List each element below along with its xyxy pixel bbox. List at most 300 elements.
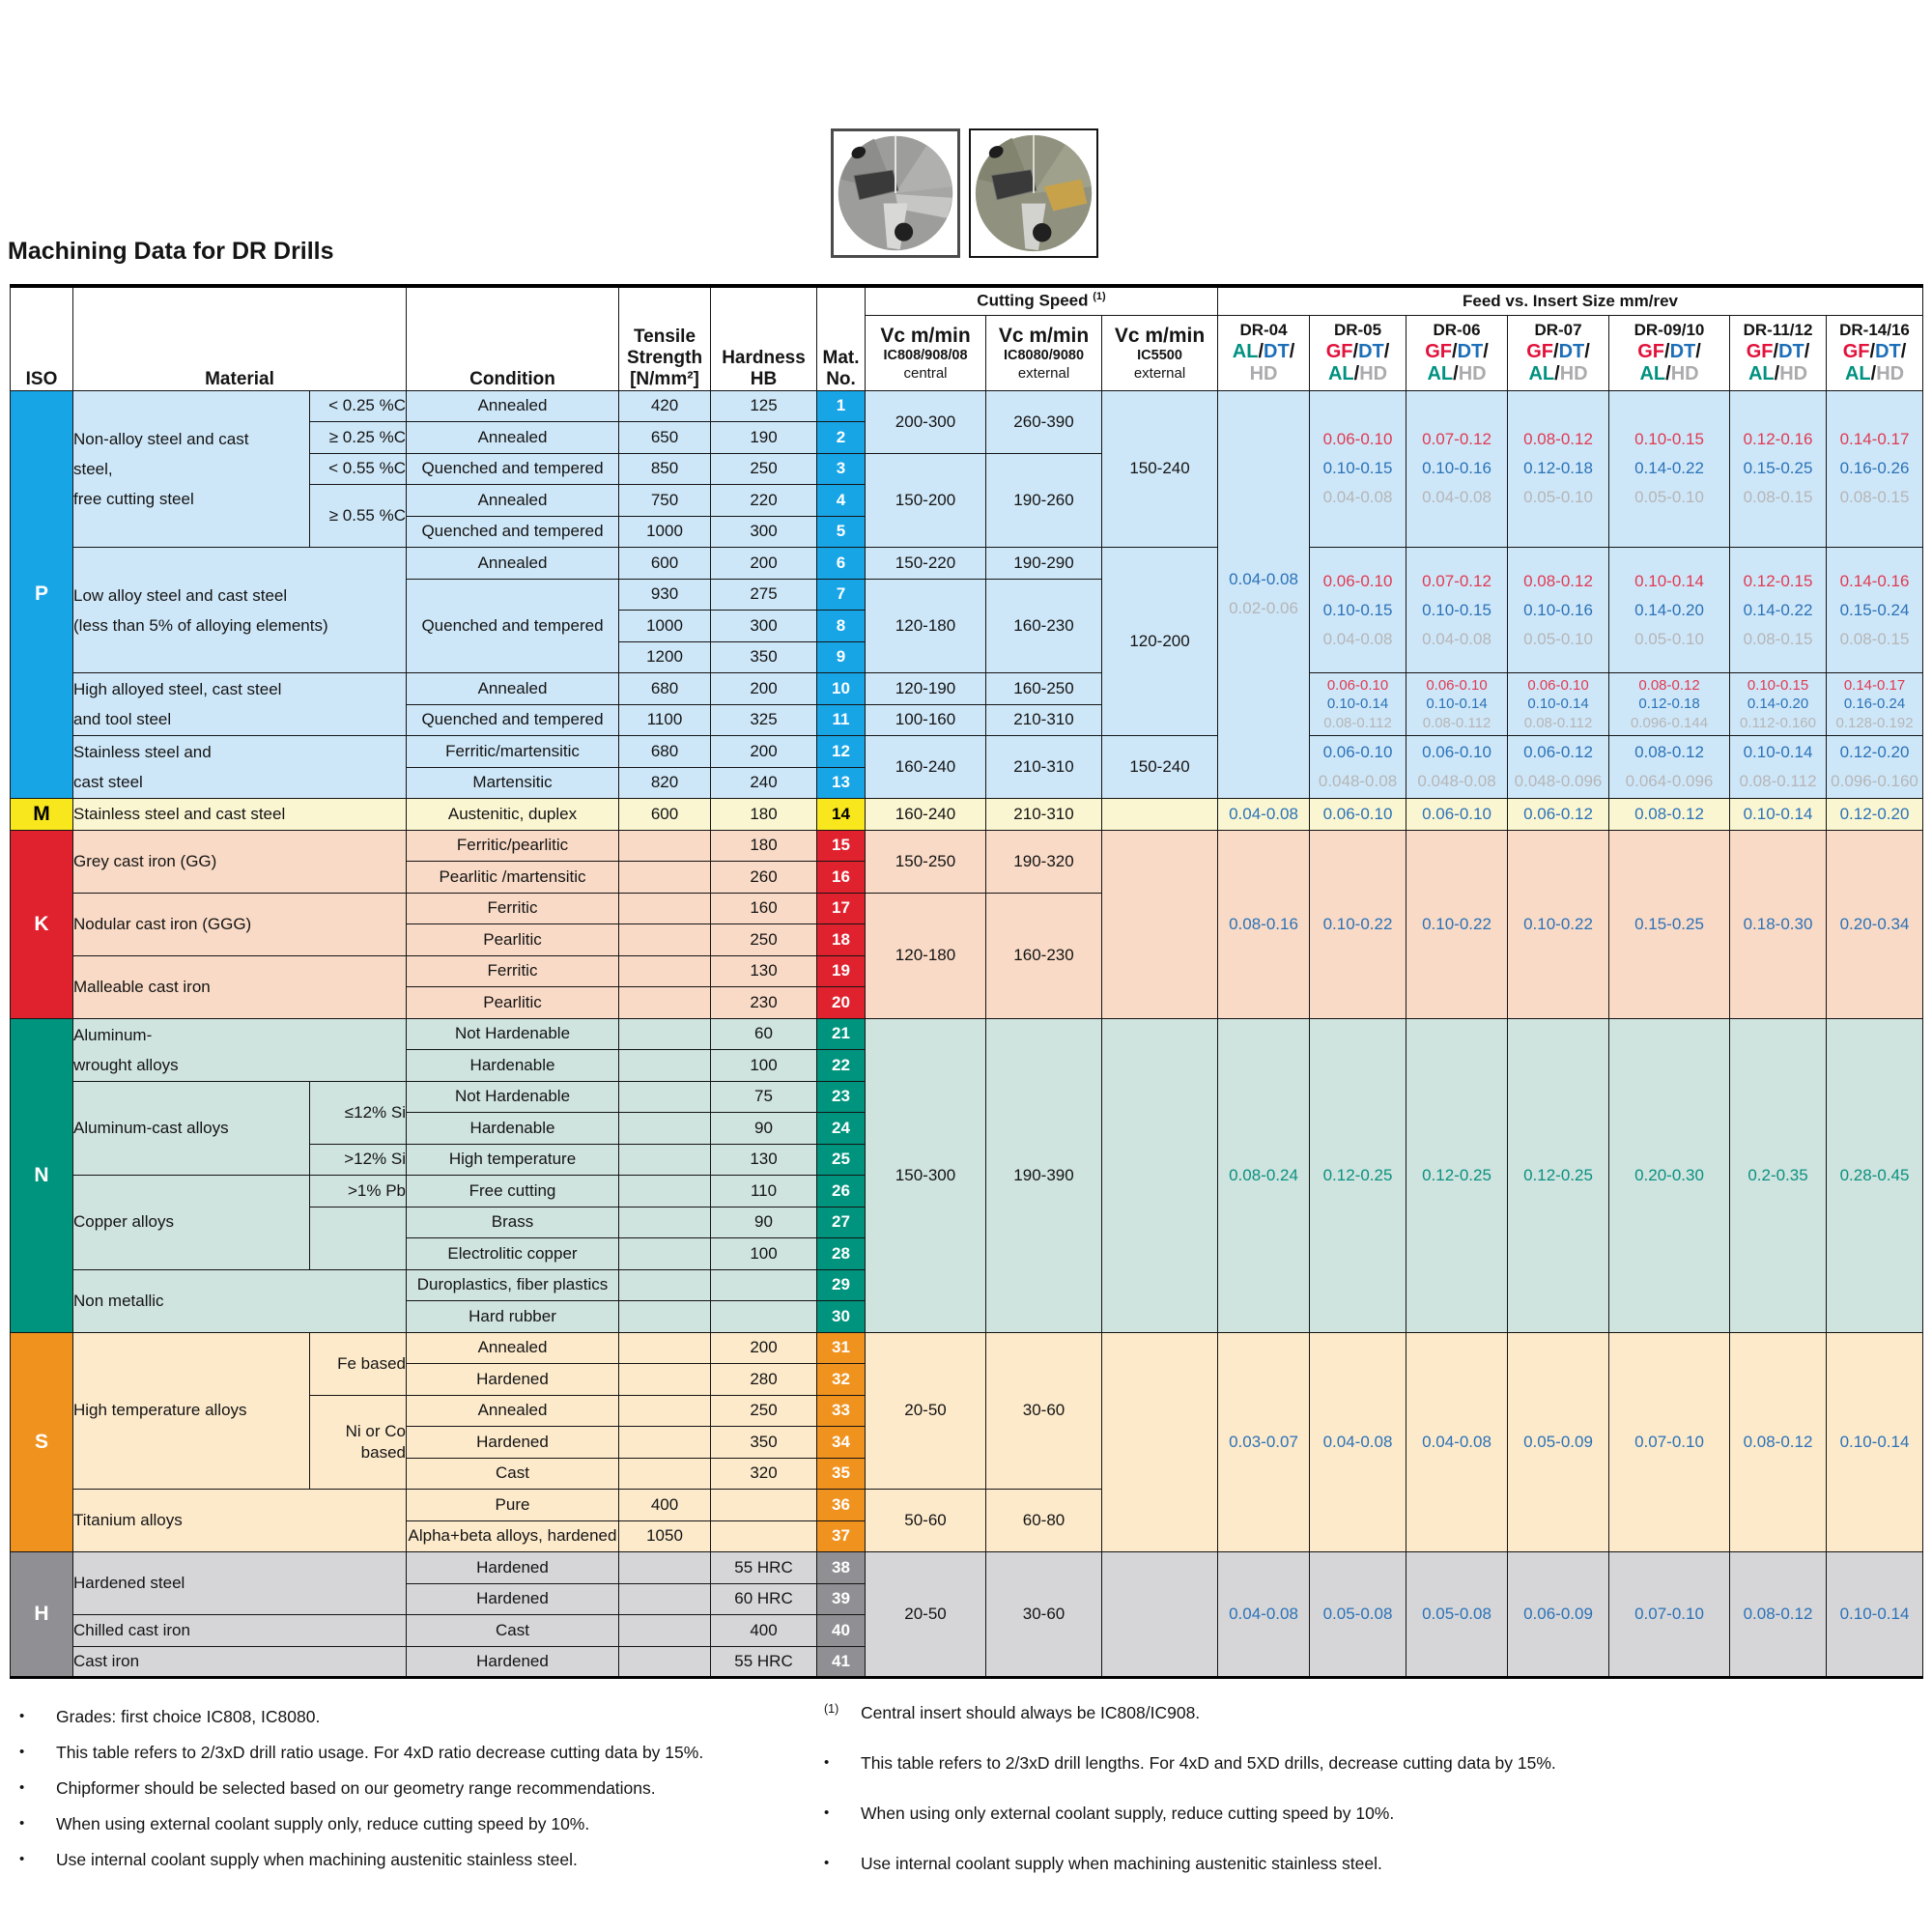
condition-cell: Pure xyxy=(407,1490,619,1521)
condition-cell: Cast xyxy=(407,1458,619,1490)
cutting-speed-cell: 150-220 xyxy=(866,548,986,580)
material-cell: Titanium alloys xyxy=(73,1490,407,1552)
value-cell: 190 xyxy=(711,422,817,454)
feed-cell: 0.06-0.12 xyxy=(1508,799,1609,831)
value-cell: 200 xyxy=(711,1332,817,1364)
material-cell: Aluminum- wrought alloys xyxy=(73,1018,407,1081)
cutting-speed-cell: 150-240 xyxy=(1102,390,1218,548)
mat-no-cell: 10 xyxy=(817,673,866,705)
feed-cell: 0.08-0.24 xyxy=(1218,1018,1310,1332)
condition-cell: Hardened xyxy=(407,1583,619,1615)
mat-no-cell: 33 xyxy=(817,1395,866,1427)
feed-cell: 0.05-0.08 xyxy=(1406,1552,1508,1678)
feed-cell: 0.08-0.12 xyxy=(1609,799,1730,831)
mat-no-cell: 30 xyxy=(817,1301,866,1333)
footnote-ref-marker: (1) xyxy=(1093,291,1106,303)
feed-cell: 0.08-0.12 xyxy=(1730,1332,1827,1552)
footnotes-right xyxy=(816,1702,1927,1903)
mat-no-cell: 32 xyxy=(817,1364,866,1396)
feed-cell: 0.03-0.07 xyxy=(1218,1332,1310,1552)
feed-cell: 0.12-0.20 0.096-0.160 xyxy=(1827,736,1923,799)
value-cell xyxy=(711,1269,817,1301)
condition-cell: Annealed xyxy=(407,673,619,705)
cutting-speed-cell: 190-290 xyxy=(986,548,1102,580)
material-qualifier-cell: < 0.55 %C xyxy=(310,453,407,485)
feed-cell: 0.10-0.15 0.14-0.20 0.112-0.160 xyxy=(1730,673,1827,736)
condition-cell: Annealed xyxy=(407,1395,619,1427)
cutting-speed-cell: 190-390 xyxy=(986,1018,1102,1332)
col-header-dr-04: DR-04 AL/DT/ HD xyxy=(1218,315,1310,390)
feed-cell: 0.2-0.35 xyxy=(1730,1018,1827,1332)
material-qualifier-cell: ≥ 0.55 %C xyxy=(310,485,407,548)
feed-cell: 0.04-0.08 xyxy=(1310,1332,1406,1552)
drill-face-photo-plain xyxy=(831,128,960,258)
feed-cell: 0.08-0.12 0.064-0.096 xyxy=(1609,736,1730,799)
value-cell: 110 xyxy=(711,1176,817,1208)
footnotes-left xyxy=(12,1706,794,1885)
cutting-speed-cell: 120-180 xyxy=(866,579,986,673)
mat-no-cell: 19 xyxy=(817,955,866,987)
material-cell: Chilled cast iron xyxy=(73,1615,407,1647)
value-cell xyxy=(711,1490,817,1521)
value-cell: 275 xyxy=(711,579,817,611)
value-cell: 1000 xyxy=(619,516,711,548)
value-cell: 750 xyxy=(619,485,711,517)
feed-cell: 0.08-0.12 0.12-0.18 0.05-0.10 xyxy=(1508,390,1609,548)
cutting-speed-cell: 190-320 xyxy=(986,830,1102,893)
cutting-speed-cell: 120-200 xyxy=(1102,548,1218,736)
condition-cell: Hardenable xyxy=(407,1050,619,1082)
feed-cell: 0.10-0.22 xyxy=(1310,830,1406,1018)
mat-no-cell: 34 xyxy=(817,1427,866,1459)
value-cell: 1200 xyxy=(619,641,711,673)
mat-no-cell: 7 xyxy=(817,579,866,611)
condition-cell: Pearlitic xyxy=(407,987,619,1019)
condition-cell: Hardened xyxy=(407,1646,619,1678)
footnote-text: This table refers to 2/3xD drill ratio usage. For 4xD ratio decrease cutting data by 15%. xyxy=(56,1743,704,1762)
value-cell: 325 xyxy=(711,704,817,736)
bullet-icon: • xyxy=(19,1779,25,1796)
feed-cell: 0.06-0.09 xyxy=(1508,1552,1609,1678)
value-cell xyxy=(619,1269,711,1301)
value-cell xyxy=(619,893,711,924)
material-qualifier-cell: >12% Si xyxy=(310,1144,407,1176)
feed-cell: 0.07-0.12 0.10-0.16 0.04-0.08 xyxy=(1406,390,1508,548)
condition-cell: Annealed xyxy=(407,422,619,454)
mat-no-cell: 22 xyxy=(817,1050,866,1082)
footnote-item xyxy=(816,1853,1927,1875)
material-qualifier-cell: ≤12% Si xyxy=(310,1081,407,1144)
feed-cell: 0.08-0.16 xyxy=(1218,830,1310,1018)
mat-no-cell: 6 xyxy=(817,548,866,580)
condition-cell: Cast xyxy=(407,1615,619,1647)
condition-cell: Ferritic/martensitic xyxy=(407,736,619,768)
col-header-dr-06: DR-06 GF/DT/ AL/HD xyxy=(1406,315,1508,390)
value-cell: 125 xyxy=(711,390,817,422)
feed-cell: 0.04-0.08 xyxy=(1406,1332,1508,1552)
material-cell: Nodular cast iron (GGG) xyxy=(73,893,407,955)
mat-no-cell: 40 xyxy=(817,1615,866,1647)
footnote-text: When using only external coolant supply, reduce cutting speed by 10%. xyxy=(861,1804,1395,1823)
footnote-text: Use internal coolant supply when machining austenitic stainless steel. xyxy=(861,1854,1382,1873)
cutting-speed-cell: 150-200 xyxy=(866,453,986,548)
footnote-item xyxy=(12,1706,794,1728)
value-cell: 200 xyxy=(711,736,817,768)
condition-cell: Annealed xyxy=(407,548,619,580)
mat-no-cell: 15 xyxy=(817,830,866,862)
mat-no-cell: 4 xyxy=(817,485,866,517)
mat-no-cell: 24 xyxy=(817,1113,866,1145)
feed-cell: 0.10-0.22 xyxy=(1406,830,1508,1018)
condition-cell: Quenched and tempered xyxy=(407,704,619,736)
mat-no-cell: 27 xyxy=(817,1207,866,1238)
feed-cell: 0.10-0.14 xyxy=(1827,1552,1923,1678)
mat-no-cell: 31 xyxy=(817,1332,866,1364)
cutting-speed-cell: 150-240 xyxy=(1102,736,1218,799)
value-cell: 180 xyxy=(711,830,817,862)
footnote-item xyxy=(816,1752,1927,1775)
feed-cell: 0.12-0.15 0.14-0.22 0.08-0.15 xyxy=(1730,548,1827,673)
cutting-speed-cell: 160-230 xyxy=(986,893,1102,1018)
footnote-text: Use internal coolant supply when machining austenitic stainless steel. xyxy=(56,1850,578,1869)
value-cell: 1000 xyxy=(619,611,711,642)
feed-cell: 0.06-0.12 0.048-0.096 xyxy=(1508,736,1609,799)
col-header-vc: Vc m/min IC5500 external xyxy=(1102,315,1218,390)
col-header-mat-no: Mat. No. xyxy=(817,286,866,390)
material-cell: Grey cast iron (GG) xyxy=(73,830,407,893)
material-cell: Copper alloys xyxy=(73,1176,310,1270)
cutting-speed-cell: 30-60 xyxy=(986,1552,1102,1678)
value-cell xyxy=(619,862,711,894)
material-qualifier-cell: >1% Pb xyxy=(310,1176,407,1208)
condition-cell: Martensitic xyxy=(407,767,619,799)
mat-no-cell: 16 xyxy=(817,862,866,894)
footnote-item xyxy=(816,1702,1927,1724)
condition-cell: Annealed xyxy=(407,1332,619,1364)
material-qualifier-cell xyxy=(310,1207,407,1269)
bullet-icon: • xyxy=(824,1804,830,1821)
col-header-dr-07: DR-07 GF/DT/ AL/HD xyxy=(1508,315,1609,390)
cutting-speed-cell xyxy=(1102,1018,1218,1332)
condition-cell: Ferritic xyxy=(407,955,619,987)
value-cell xyxy=(619,924,711,956)
condition-cell: Annealed xyxy=(407,485,619,517)
value-cell: 1100 xyxy=(619,704,711,736)
cutting-speed-cell: 210-310 xyxy=(986,736,1102,799)
feed-cell: 0.06-0.10 xyxy=(1310,799,1406,831)
mat-no-cell: 11 xyxy=(817,704,866,736)
material-cell: High alloyed steel, cast steel and tool steel xyxy=(73,673,407,736)
footnote-text: When using external coolant supply only, reduce cutting speed by 10%. xyxy=(56,1814,590,1833)
feed-cell: 0.04-0.08 xyxy=(1218,1552,1310,1678)
bullet-icon: • xyxy=(824,1754,830,1771)
mat-no-cell: 35 xyxy=(817,1458,866,1490)
feed-cell: 0.06-0.10 0.10-0.15 0.04-0.08 xyxy=(1310,390,1406,548)
material-cell: Low alloy steel and cast steel (less than 5% of alloying elements) xyxy=(73,548,407,673)
condition-cell: Hard rubber xyxy=(407,1301,619,1333)
col-header-dr-09-10: DR-09/10 GF/DT/ AL/HD xyxy=(1609,315,1730,390)
footnote-text: Central insert should always be IC808/IC908. xyxy=(861,1703,1201,1722)
footnote-item xyxy=(12,1849,794,1871)
value-cell: 400 xyxy=(619,1490,711,1521)
value-cell: 90 xyxy=(711,1113,817,1145)
group-header-cutting-speed: Cutting Speed $^{(1)}$ xyxy=(866,286,1218,315)
mat-no-cell: 39 xyxy=(817,1583,866,1615)
cutting-speed-cell: 20-50 xyxy=(866,1552,986,1678)
condition-cell: Quenched and tempered xyxy=(407,516,619,548)
footnote-text: This table refers to 2/3xD drill lengths. For 4xD and 5XD drills, decrease cutting data by 15%. xyxy=(861,1753,1556,1773)
material-cell: Non metallic xyxy=(73,1269,407,1332)
iso-class-cell: M xyxy=(11,799,73,831)
page-title: Machining Data for DR Drills xyxy=(8,238,334,265)
material-qualifier-cell: ≥ 0.25 %C xyxy=(310,422,407,454)
value-cell: 680 xyxy=(619,673,711,705)
feed-cell: 0.05-0.09 xyxy=(1508,1332,1609,1552)
cutting-speed-cell: 60-80 xyxy=(986,1490,1102,1552)
value-cell: 350 xyxy=(711,641,817,673)
feed-cell: 0.10-0.22 xyxy=(1508,830,1609,1018)
cutting-speed-cell: 260-390 xyxy=(986,390,1102,453)
col-header-material: Material xyxy=(73,286,407,390)
feed-cell: 0.07-0.10 xyxy=(1609,1552,1730,1678)
value-cell xyxy=(711,1301,817,1333)
condition-cell: Ferritic xyxy=(407,893,619,924)
value-cell xyxy=(619,1144,711,1176)
iso-class-cell: P xyxy=(11,390,73,799)
feed-cell: 0.10-0.14 0.08-0.112 xyxy=(1730,736,1827,799)
feed-cell: 0.14-0.16 0.15-0.24 0.08-0.15 xyxy=(1827,548,1923,673)
material-cell: High temperature alloys xyxy=(73,1332,310,1490)
mat-no-cell: 36 xyxy=(817,1490,866,1521)
mat-no-cell: 17 xyxy=(817,893,866,924)
mat-no-cell: 2 xyxy=(817,422,866,454)
value-cell xyxy=(619,1176,711,1208)
condition-cell: Not Hardenable xyxy=(407,1018,619,1050)
feed-cell: 0.08-0.12 xyxy=(1730,1552,1827,1678)
condition-cell: High temperature xyxy=(407,1144,619,1176)
cutting-speed-cell: 200-300 xyxy=(866,390,986,453)
value-cell xyxy=(619,1207,711,1238)
condition-cell: Hardened xyxy=(407,1552,619,1584)
feed-cell: 0.06-0.10 xyxy=(1406,799,1508,831)
value-cell: 600 xyxy=(619,799,711,831)
condition-cell: Electrolitic copper xyxy=(407,1238,619,1270)
value-cell: 850 xyxy=(619,453,711,485)
feed-cell: 0.06-0.10 0.10-0.15 0.04-0.08 xyxy=(1310,548,1406,673)
col-header-vc: Vc m/min IC8080/9080 external xyxy=(986,315,1102,390)
condition-cell: Ferritic/pearlitic xyxy=(407,830,619,862)
value-cell xyxy=(619,1050,711,1082)
value-cell xyxy=(619,955,711,987)
condition-cell: Hardened xyxy=(407,1364,619,1396)
mat-no-cell: 28 xyxy=(817,1238,866,1270)
value-cell: 250 xyxy=(711,1395,817,1427)
value-cell: 200 xyxy=(711,673,817,705)
bullet-icon: • xyxy=(19,1708,25,1724)
value-cell: 230 xyxy=(711,987,817,1019)
feed-cell: 0.06-0.10 0.048-0.08 xyxy=(1310,736,1406,799)
cutting-speed-cell: 20-50 xyxy=(866,1332,986,1490)
feed-cell: 0.12-0.25 xyxy=(1508,1018,1609,1332)
value-cell xyxy=(619,1458,711,1490)
mat-no-cell: 13 xyxy=(817,767,866,799)
footnote-item xyxy=(816,1803,1927,1825)
footnote-item xyxy=(12,1742,794,1764)
value-cell: 680 xyxy=(619,736,711,768)
value-cell xyxy=(619,1332,711,1364)
col-header-condition: Condition xyxy=(407,286,619,390)
iso-class-cell: K xyxy=(11,830,73,1018)
feed-cell: 0.18-0.30 xyxy=(1730,830,1827,1018)
condition-cell: Austenitic, duplex xyxy=(407,799,619,831)
value-cell: 160 xyxy=(711,893,817,924)
value-cell: 400 xyxy=(711,1615,817,1647)
feed-cell: 0.20-0.30 xyxy=(1609,1018,1730,1332)
value-cell: 60 xyxy=(711,1018,817,1050)
col-header-iso: ISO xyxy=(11,286,73,390)
footnote-text: Chipformer should be selected based on our geometry range recommendations. xyxy=(56,1778,656,1798)
feed-cell: 0.28-0.45 xyxy=(1827,1018,1923,1332)
value-cell: 930 xyxy=(619,579,711,611)
bullet-icon: • xyxy=(824,1855,830,1871)
value-cell: 55 HRC xyxy=(711,1552,817,1584)
feed-cell: 0.14-0.17 0.16-0.26 0.08-0.15 xyxy=(1827,390,1923,548)
feed-cell: 0.05-0.08 xyxy=(1310,1552,1406,1678)
condition-cell: Quenched and tempered xyxy=(407,579,619,673)
value-cell: 240 xyxy=(711,767,817,799)
material-qualifier-cell: < 0.25 %C xyxy=(310,390,407,422)
cutting-speed-cell: 30-60 xyxy=(986,1332,1102,1490)
mat-no-cell: 8 xyxy=(817,611,866,642)
iso-class-cell: H xyxy=(11,1552,73,1678)
material-cell: Hardened steel xyxy=(73,1552,407,1615)
cutting-speed-cell: 120-180 xyxy=(866,893,986,1018)
material-cell: Aluminum-cast alloys xyxy=(73,1081,310,1176)
cutting-speed-cell: 160-240 xyxy=(866,799,986,831)
mat-no-cell: 12 xyxy=(817,736,866,768)
mat-no-cell: 29 xyxy=(817,1269,866,1301)
value-cell xyxy=(619,1238,711,1270)
value-cell xyxy=(619,1646,711,1678)
value-cell: 90 xyxy=(711,1207,817,1238)
value-cell xyxy=(619,1301,711,1333)
col-header-dr-05: DR-05 GF/DT/ AL/HD xyxy=(1310,315,1406,390)
feed-cell: 0.10-0.15 0.14-0.22 0.05-0.10 xyxy=(1609,390,1730,548)
value-cell: 280 xyxy=(711,1364,817,1396)
value-cell: 1050 xyxy=(619,1520,711,1552)
material-cell: Stainless steel and cast steel xyxy=(73,736,407,799)
feed-cell: 0.08-0.12 0.10-0.16 0.05-0.10 xyxy=(1508,548,1609,673)
value-cell: 75 xyxy=(711,1081,817,1113)
value-cell xyxy=(619,1583,711,1615)
condition-cell: Quenched and tempered xyxy=(407,453,619,485)
mat-no-cell: 26 xyxy=(817,1176,866,1208)
bullet-icon: • xyxy=(19,1815,25,1832)
feed-cell: 0.12-0.25 xyxy=(1406,1018,1508,1332)
cutting-speed-cell: 120-190 xyxy=(866,673,986,705)
bullet-icon: • xyxy=(19,1851,25,1867)
feed-cell: 0.10-0.14 xyxy=(1827,1332,1923,1552)
feed-cell: 0.12-0.20 xyxy=(1827,799,1923,831)
value-cell: 320 xyxy=(711,1458,817,1490)
material-qualifier-cell: Ni or Co based xyxy=(310,1395,407,1490)
condition-cell: Hardenable xyxy=(407,1113,619,1145)
mat-no-cell: 20 xyxy=(817,987,866,1019)
mat-no-cell: 1 xyxy=(817,390,866,422)
feed-cell: 0.12-0.25 xyxy=(1310,1018,1406,1332)
feed-cell: 0.15-0.25 xyxy=(1609,830,1730,1018)
value-cell: 180 xyxy=(711,799,817,831)
col-header-dr-11-12: DR-11/12 GF/DT/ AL/HD xyxy=(1730,315,1827,390)
material-cell: Stainless steel and cast steel xyxy=(73,799,407,831)
group-header-feed: Feed vs. Insert Size mm/rev xyxy=(1218,286,1923,315)
cutting-speed-cell: 160-250 xyxy=(986,673,1102,705)
mat-no-cell: 25 xyxy=(817,1144,866,1176)
condition-cell: Free cutting xyxy=(407,1176,619,1208)
value-cell: 100 xyxy=(711,1238,817,1270)
feed-cell: 0.06-0.10 0.048-0.08 xyxy=(1406,736,1508,799)
drill-face-image xyxy=(834,131,957,255)
col-header-dr-14-16: DR-14/16 GF/DT/ AL/HD xyxy=(1827,315,1923,390)
cutting-speed-cell: 190-260 xyxy=(986,453,1102,548)
value-cell: 200 xyxy=(711,548,817,580)
value-cell xyxy=(619,1615,711,1647)
cutting-speed-cell xyxy=(1102,1552,1218,1678)
mat-no-cell: 37 xyxy=(817,1520,866,1552)
value-cell xyxy=(619,987,711,1019)
feed-cell: 0.12-0.16 0.15-0.25 0.08-0.15 xyxy=(1730,390,1827,548)
feed-cell: 0.07-0.10 xyxy=(1609,1332,1730,1552)
feed-cell: 0.06-0.10 0.10-0.14 0.08-0.112 xyxy=(1406,673,1508,736)
material-cell: Non-alloy steel and cast steel, free cutting steel xyxy=(73,390,310,548)
feed-cell: 0.04-0.08 0.02-0.06 xyxy=(1218,390,1310,799)
value-cell: 600 xyxy=(619,548,711,580)
cutting-speed-cell xyxy=(1102,1332,1218,1552)
footnote-item xyxy=(12,1777,794,1800)
mat-no-cell: 18 xyxy=(817,924,866,956)
value-cell xyxy=(619,1364,711,1396)
value-cell xyxy=(619,1081,711,1113)
value-cell xyxy=(619,1395,711,1427)
cutting-speed-cell xyxy=(1102,799,1218,831)
mat-no-cell: 14 xyxy=(817,799,866,831)
feed-cell: 0.08-0.12 0.12-0.18 0.096-0.144 xyxy=(1609,673,1730,736)
iso-class-cell: S xyxy=(11,1332,73,1552)
mat-no-cell: 9 xyxy=(817,641,866,673)
value-cell: 100 xyxy=(711,1050,817,1082)
value-cell: 350 xyxy=(711,1427,817,1459)
value-cell: 55 HRC xyxy=(711,1646,817,1678)
cutting-speed-cell: 150-250 xyxy=(866,830,986,893)
value-cell: 220 xyxy=(711,485,817,517)
material-cell: Malleable cast iron xyxy=(73,955,407,1018)
value-cell: 60 HRC xyxy=(711,1583,817,1615)
cutting-speed-cell xyxy=(1102,830,1218,1018)
value-cell: 650 xyxy=(619,422,711,454)
bullet-icon: • xyxy=(19,1744,25,1760)
value-cell xyxy=(619,830,711,862)
value-cell: 300 xyxy=(711,611,817,642)
feed-cell: 0.14-0.17 0.16-0.24 0.128-0.192 xyxy=(1827,673,1923,736)
value-cell xyxy=(619,1113,711,1145)
mat-no-cell: 5 xyxy=(817,516,866,548)
value-cell xyxy=(619,1552,711,1584)
drill-face-photo-with-insert xyxy=(969,128,1098,258)
iso-class-cell: N xyxy=(11,1018,73,1332)
condition-cell: Not Hardenable xyxy=(407,1081,619,1113)
footnote-text: Grades: first choice IC808, IC8080. xyxy=(56,1707,321,1726)
machining-table xyxy=(10,284,1923,1679)
